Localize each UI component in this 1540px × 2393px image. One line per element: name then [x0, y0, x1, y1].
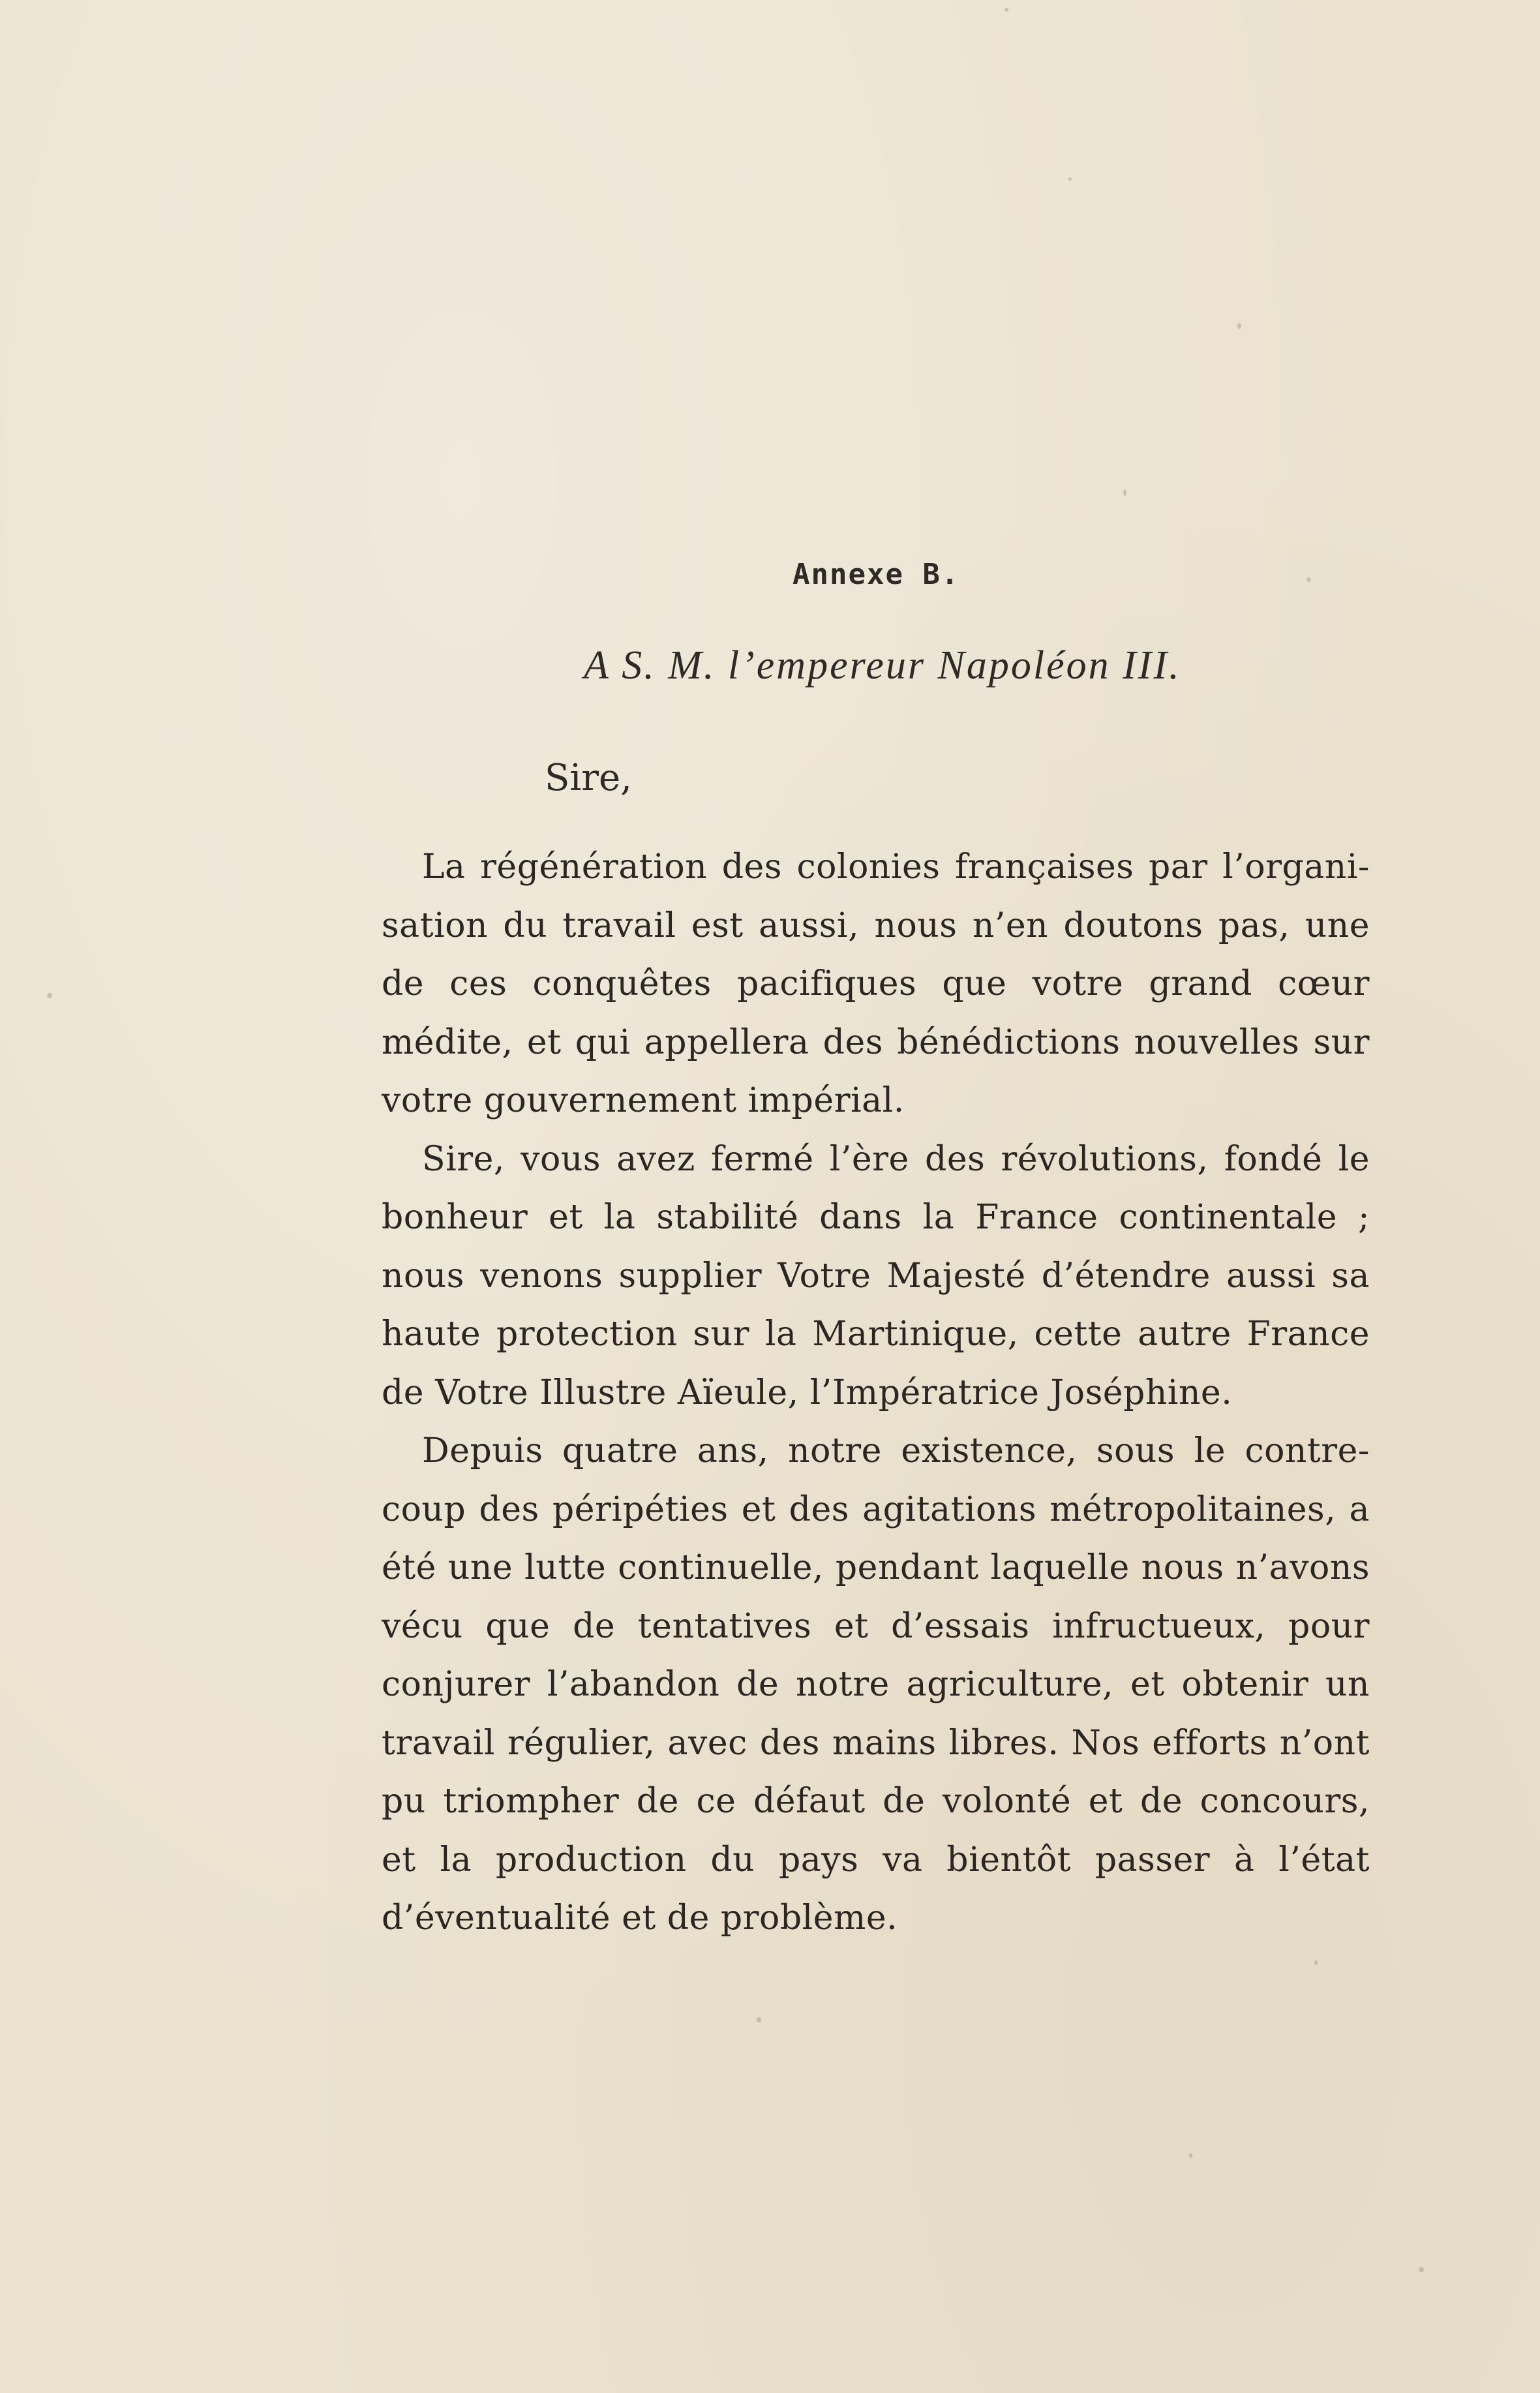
text-line: de Votre Illustre Aïeule, l’Impératrice Joséphine.: [382, 1373, 1233, 1412]
paper-speck: [1306, 577, 1311, 582]
paper-speck: [1189, 2153, 1192, 2158]
text-line: de ces conquêtes pacifiques que votre grand cœur: [382, 964, 1370, 1003]
paper-speck: [1419, 2267, 1424, 2272]
text-line: nous venons supplier Votre Majesté d’étendre aussi sa: [382, 1256, 1370, 1296]
text-line: vécu que de tentatives et d’essais infructueux, pour: [382, 1606, 1370, 1646]
paper-speck: [1004, 8, 1008, 12]
letter-body: [382, 838, 1370, 1948]
text-line: Depuis quatre ans, notre existence, sous le contre-: [422, 1431, 1370, 1471]
paper-speck: [757, 2017, 761, 2022]
paper-speck: [1068, 177, 1072, 181]
paper-speck: [1237, 323, 1241, 329]
text-line: votre gouvernement impérial.: [382, 1081, 905, 1120]
paragraph-1: [382, 838, 1370, 1131]
text-line: sation du travail est aussi, nous n’en doutons pas, une: [382, 906, 1370, 945]
text-line: coup des péripéties et des agitations métropolitaines, a: [382, 1489, 1370, 1529]
text-line: La régénération des colonies françaises par l’organi-: [422, 847, 1370, 887]
paragraph-2: [382, 1131, 1370, 1423]
dedication-line: A S. M. l’empereur Napoléon III.: [584, 643, 1181, 688]
paragraph-3: [382, 1422, 1370, 1948]
text-line: haute protection sur la Martinique, cette autre France: [382, 1315, 1370, 1354]
text-line: d’éventualité et de problème.: [382, 1898, 898, 1938]
text-line: travail régulier, avec des mains libres. Nos efforts n’ont: [382, 1723, 1370, 1763]
text-line: bonheur et la stabilité dans la France continentale ;: [382, 1198, 1370, 1237]
text-line: Sire, vous avez fermé l’ère des révolutions, fondé le: [422, 1139, 1370, 1179]
text-line: médite, et qui appellera des bénédictions nouvelles sur: [382, 1022, 1370, 1062]
salutation: Sire,: [545, 757, 632, 799]
text-line: été une lutte continuelle, pendant laquelle nous n’avons: [382, 1548, 1370, 1587]
annex-heading: Annexe B.: [793, 558, 960, 591]
paper-speck: [1123, 489, 1126, 496]
text-line: et la production du pays va bientôt passer à l’état: [382, 1840, 1370, 1880]
text-line: conjurer l’abandon de notre agriculture, et obtenir un: [382, 1665, 1370, 1704]
paper-speck: [47, 993, 52, 998]
text-line: pu triompher de ce défaut de volonté et de concours,: [382, 1782, 1370, 1821]
paper-speck: [1314, 1960, 1318, 1965]
